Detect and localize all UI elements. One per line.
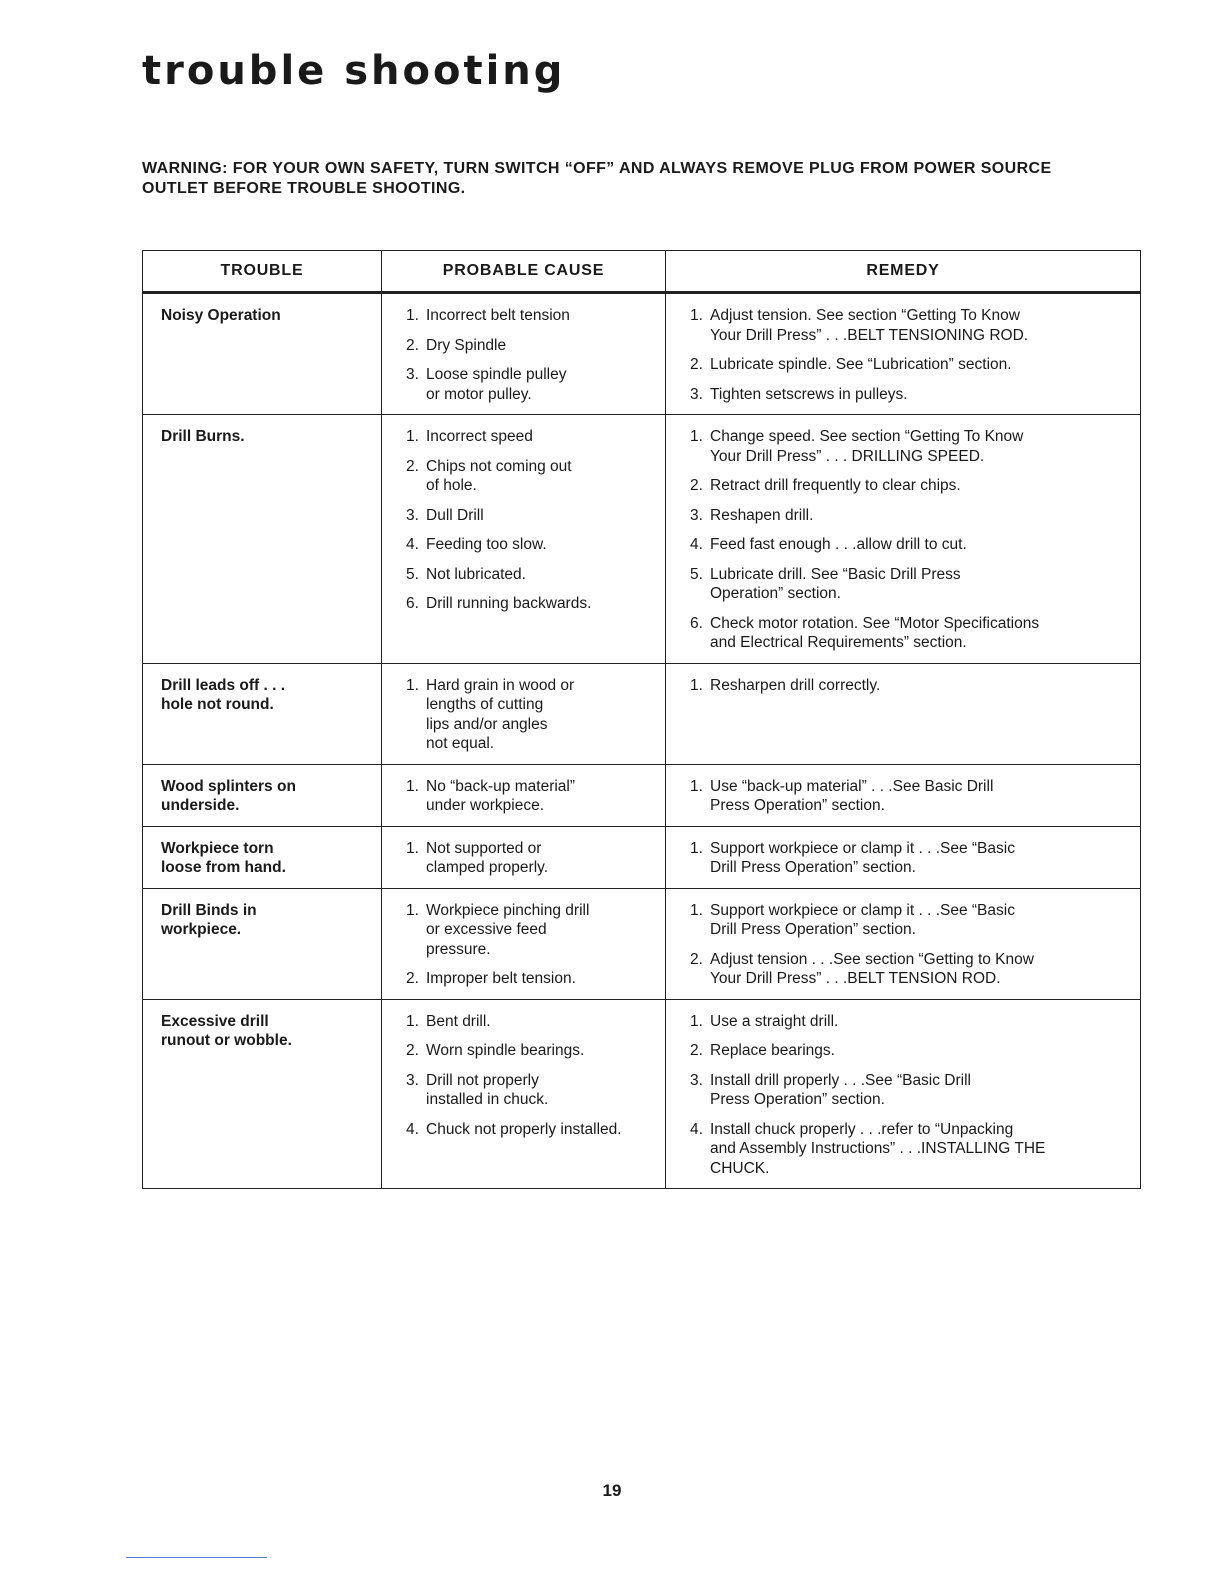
cause-cell [382,888,666,999]
table-header-row [143,251,1141,293]
remedy-cell [666,663,1141,764]
item-number: 3. [406,506,419,524]
remedy-item [690,476,1130,496]
cause-item [406,535,655,555]
table-row [143,415,1141,664]
cause-item [406,457,655,496]
remedy-text: Adjust tension . . .See section “Getting to Know Your Drill Press” . . .BELT TENSION ROD. [710,950,1034,987]
remedy-text: Replace bearings. [710,1042,835,1059]
remedy-item [690,777,1130,816]
item-number: 5. [690,565,703,583]
trouble-label: Workpiece torn loose from hand. [161,839,286,876]
remedy-text: Resharpen drill correctly. [710,676,881,694]
remedy-text: Use a straight drill. [710,1012,839,1030]
cause-item [406,1041,655,1061]
item-number: 3. [690,385,703,403]
cause-cell [382,663,666,764]
table-row [143,888,1141,999]
trouble-shooting-table [142,250,1141,1189]
item-number: 1. [690,307,703,324]
cause-text: Hard grain in wood or lengths of cutting lips and/or angles not equal. [426,676,575,752]
remedy-text: Install chuck properly . . .refer to “Unpacking and Assembly Instructions” . . .INSTALLING THE CHUCK. [710,1120,1046,1177]
remedy-text: Retract drill frequently to clear chips. [710,477,961,494]
trouble-cell [143,293,382,415]
item-number: 3. [406,1071,419,1089]
remedy-text: Use “back-up material” . . .See Basic Drill Press Operation” section. [710,777,994,814]
cause-text: Bent drill. [426,1012,491,1030]
item-number: 2. [406,336,419,354]
cause-item [406,1012,655,1032]
item-number: 5. [406,565,419,583]
cause-item [406,306,655,326]
cause-text: Loose spindle pulley or motor pulley. [426,366,567,403]
cause-cell [382,293,666,415]
cause-item [406,1120,655,1140]
cause-text: Dull Drill [426,506,484,524]
item-number: 2. [406,457,419,475]
trouble-label: Wood splinters on underside. [161,777,296,814]
remedy-text: Lubricate spindle. See “Lubrication” section. [710,356,1012,373]
item-number: 1. [690,1012,703,1030]
table-row [143,293,1141,415]
remedy-cell [666,999,1141,1189]
remedy-item [690,506,1130,526]
item-number: 6. [690,614,703,632]
cause-item [406,365,655,404]
trouble-cell [143,663,382,764]
cause-item [406,336,655,356]
page-number: 19 [602,1481,622,1500]
remedy-cell [666,764,1141,826]
warning-line: OUTLET BEFORE TROUBLE SHOOTING. [142,180,466,197]
safety-warning [142,159,1152,199]
item-number: 3. [406,366,419,383]
item-number: 2. [690,950,703,968]
trouble-label: Drill leads off . . . hole not round. [161,676,286,713]
cause-cell [382,415,666,664]
trouble-label: Noisy Operation [161,307,281,324]
item-number: 1. [690,676,703,694]
trouble-cell [143,999,382,1189]
remedy-item [690,1041,1130,1061]
remedy-item [690,839,1130,878]
item-number: 2. [690,1042,703,1059]
remedy-item [690,355,1130,375]
cause-text: Drill not properly installed in chuck. [426,1071,549,1108]
remedy-cell [666,415,1141,664]
item-number: 1. [406,777,419,795]
item-number: 1. [406,1012,419,1030]
table-body [143,293,1141,1189]
item-number: 1. [406,307,419,324]
header-remedy: REMEDY [666,251,1141,293]
item-number: 1. [690,839,703,857]
header-trouble: TROUBLE [143,251,382,293]
cause-text: Drill running backwards. [426,595,592,612]
cause-text: Dry Spindle [426,336,507,354]
cause-cell [382,999,666,1189]
item-number: 3. [690,506,703,524]
item-number: 1. [690,777,703,795]
trouble-cell [143,826,382,888]
remedy-text: Support workpiece or clamp it . . .See “Basic Drill Press Operation” section. [710,901,1015,938]
item-number: 1. [406,901,419,919]
remedy-text: Check motor rotation. See “Motor Specifications and Electrical Requirements” section. [710,614,1040,651]
cause-text: Incorrect belt tension [426,307,570,324]
remedy-item [690,950,1130,989]
remedy-cell [666,293,1141,415]
cause-item [406,676,655,754]
item-number: 2. [406,970,419,987]
warning-line: WARNING: FOR YOUR OWN SAFETY, TURN SWITCH “OFF” AND ALWAYS REMOVE PLUG FROM POWER SOURCE [142,160,1052,177]
item-number: 1. [690,428,703,445]
item-number: 1. [406,839,419,857]
trouble-cell [143,764,382,826]
trouble-label: Excessive drill runout or wobble. [161,1012,292,1049]
remedy-text: Adjust tension. See section “Getting To Know Your Drill Press” . . .BELT TENSIONING ROD. [710,307,1029,344]
table-row [143,764,1141,826]
header-probable-cause: PROBABLE CAUSE [382,251,666,293]
remedy-text: Reshapen drill. [710,506,814,524]
cause-text: Worn spindle bearings. [426,1042,585,1059]
remedy-item [690,535,1130,555]
item-number: 4. [406,1120,419,1138]
cause-cell [382,826,666,888]
remedy-text: Change speed. See section “Getting To Know Your Drill Press” . . . DRILLING SPEED. [710,428,1024,465]
remedy-text: Tighten setscrews in pulleys. [710,385,908,403]
item-number: 1. [406,676,419,694]
item-number: 4. [406,536,419,553]
trouble-label: Drill Burns. [161,428,245,445]
remedy-item [690,306,1130,345]
cause-text: Incorrect speed [426,428,533,445]
trouble-cell [143,415,382,664]
cause-item [406,506,655,526]
remedy-cell [666,888,1141,999]
footer-rule [126,1557,267,1558]
cause-item [406,901,655,960]
page-title: trouble shooting [142,48,566,94]
remedy-item [690,676,1130,696]
cause-text: No “back-up material” under workpiece. [426,777,576,814]
table-row [143,999,1141,1189]
remedy-item [690,565,1130,604]
item-number: 2. [406,1042,419,1059]
item-number: 2. [690,477,703,494]
remedy-text: Feed fast enough . . .allow drill to cut. [710,536,967,553]
table-row [143,663,1141,764]
remedy-item [690,1012,1130,1032]
cause-item [406,969,655,989]
item-number: 6. [406,595,419,612]
remedy-text: Lubricate drill. See “Basic Drill Press Operation” section. [710,565,961,602]
cause-text: Chips not coming out of hole. [426,457,572,494]
remedy-item [690,901,1130,940]
item-number: 1. [690,901,703,919]
cause-text: Not supported or clamped properly. [426,839,549,876]
cause-item [406,594,655,614]
trouble-label: Drill Binds in workpiece. [161,901,257,938]
trouble-cell [143,888,382,999]
item-number: 3. [690,1071,703,1089]
cause-text: Chuck not properly installed. [426,1120,622,1138]
remedy-item [690,1071,1130,1110]
cause-item [406,427,655,447]
cause-item [406,777,655,816]
item-number: 2. [690,356,703,373]
remedy-text: Support workpiece or clamp it . . .See “Basic Drill Press Operation” section. [710,839,1015,876]
remedy-cell [666,826,1141,888]
cause-text: Workpiece pinching drill or excessive feed pressure. [426,901,590,958]
table-row [143,826,1141,888]
remedy-item [690,614,1130,653]
remedy-item [690,427,1130,466]
remedy-item [690,385,1130,405]
cause-text: Not lubricated. [426,565,526,583]
remedy-item [690,1120,1130,1179]
remedy-text: Install drill properly . . .See “Basic Drill Press Operation” section. [710,1071,971,1108]
item-number: 1. [406,428,419,445]
item-number: 4. [690,536,703,553]
cause-text: Feeding too slow. [426,536,547,553]
cause-text: Improper belt tension. [426,970,576,987]
cause-item [406,565,655,585]
item-number: 4. [690,1120,703,1138]
cause-item [406,1071,655,1110]
cause-cell [382,764,666,826]
cause-item [406,839,655,878]
